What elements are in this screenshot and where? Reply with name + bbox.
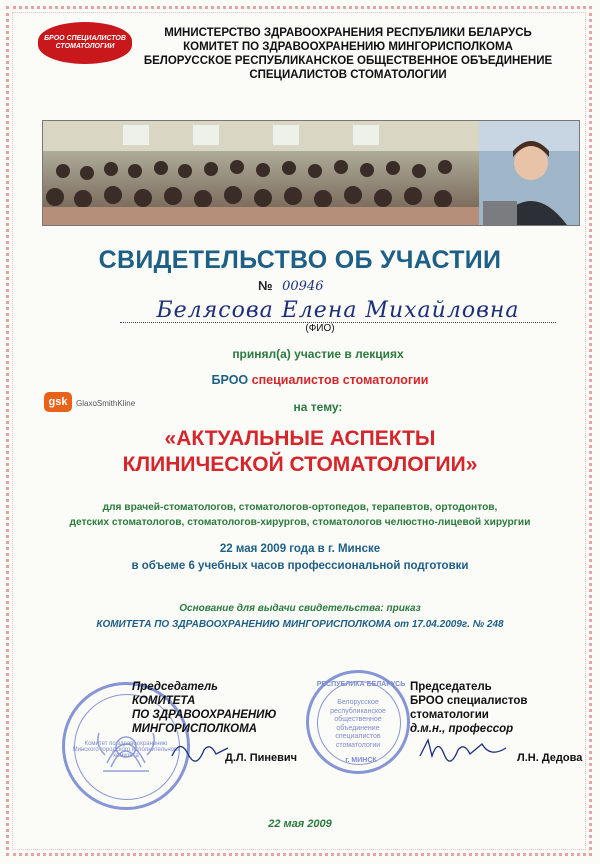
certificate-title: СВИДЕТЕЛЬСТВО ОБ УЧАСТИИ	[98, 246, 502, 274]
right-signatory-title	[410, 680, 580, 736]
number-label: №	[258, 278, 273, 293]
broo-stamp	[306, 670, 410, 774]
participant-name: Белясова Елена Михайловна	[156, 298, 520, 323]
organizer-line	[0, 373, 600, 387]
lecture-photo	[42, 120, 580, 226]
header-line-specialists: СПЕЦИАЛИСТОВ СТОМАТОЛОГИИ	[249, 69, 447, 81]
certificate-number-row	[258, 278, 378, 294]
header-line-association: БЕЛОРУССКОЕ РЕСПУБЛИКАНСКОЕ ОБЩЕСТВЕННОЕ ОБЪЕДИНЕНИЕ	[143, 55, 553, 67]
event-volume: в объеме 6 учебных часов профессиональной подготовки	[131, 560, 469, 572]
broo-stamp-center: Белорусское республиканское общественное объединение специалистов стоматологии	[330, 699, 386, 749]
audience-line-2: детских стоматологов, стоматологов-хирургов, стоматологов челюстно-лицевой хирургии	[69, 517, 531, 528]
topic-line-1: «АКТУАЛЬНЫЕ АСПЕКТЫ	[164, 427, 436, 450]
right-title-degree: д.м.н., профессор	[410, 723, 514, 735]
right-signatory-name: Л.Н. Дедова	[517, 752, 583, 764]
left-title-line-1: Председатель	[132, 681, 218, 693]
broo-stamp-top: РЕСПУБЛИКА БЕЛАРУСЬ	[316, 681, 406, 688]
event-date: 22 мая 2009 года в г. Минске	[219, 543, 381, 555]
gsk-badge: gsk	[44, 392, 72, 412]
on-topic-text: на тему:	[293, 400, 343, 414]
issuer-header	[128, 26, 568, 82]
broo-stamp-bottom: г. МИНСК	[345, 757, 377, 764]
header-line-committee: КОМИТЕТ ПО ЗДРАВООХРАНЕНИЮ МИНГОРИСПОЛКОМА	[183, 41, 513, 53]
issue-basis	[0, 601, 600, 633]
certificate-number: 00946	[282, 279, 324, 294]
left-signatory-name: Д.Л. Пиневич	[225, 752, 298, 764]
left-title-line-2: КОМИТЕТА	[132, 695, 196, 707]
participated-text: принял(а) участие в лекциях	[232, 347, 404, 361]
organizer-abbr: БРОО	[211, 373, 249, 387]
right-title-line-3: стоматологии	[410, 709, 489, 721]
target-audience	[0, 500, 600, 530]
left-signature-scribble	[170, 736, 230, 764]
audience-line-1: для врачей-стоматологов, стоматологов-ортопедов, терапевтов, ортодонтов,	[102, 502, 498, 513]
broo-logo-text: БРОО СПЕЦИАЛИСТОВ СТОМАТОЛОГИИ	[44, 35, 126, 50]
left-title-line-4: МИНГОРИСПОЛКОМА	[132, 723, 257, 735]
audience-photo-illustration	[43, 121, 579, 225]
event-date-place	[0, 541, 600, 575]
lecture-topic	[0, 426, 600, 478]
header-line-ministry: МИНИСТЕРСТВО ЗДРАВООХРАНЕНИЯ РЕСПУБЛИКИ БЕЛАРУСЬ	[164, 27, 532, 39]
left-title-line-3: ПО ЗДРАВООХРАНЕНИЮ	[132, 709, 277, 721]
basis-line-1: Основание для выдачи свидетельства: приказ	[179, 603, 421, 614]
topic-line-2: КЛИНИЧЕСКОЙ СТОМАТОЛОГИИ»	[122, 453, 478, 476]
left-signatory-title	[132, 680, 302, 736]
right-title-line-1: Председатель	[410, 681, 492, 693]
basis-line-2: КОМИТЕТА ПО ЗДРАВООХРАНЕНИЮ МИНГОРИСПОЛКОМА от 17.04.2009г. № 248	[96, 619, 504, 630]
right-signature-scribble	[418, 734, 508, 764]
organizer-spec: специалистов стоматологии	[251, 373, 429, 387]
issue-date: 22 мая 2009	[268, 818, 332, 830]
fio-label: (ФИО)	[305, 323, 335, 334]
right-title-line-2: БРОО специалистов	[410, 695, 528, 707]
broo-logo	[38, 22, 132, 64]
gsk-name: GlaxoSmithKline	[76, 399, 136, 408]
committee-stamp-text: Комитет по здравоохранению Минского городского исполнительного комитета	[72, 741, 180, 759]
